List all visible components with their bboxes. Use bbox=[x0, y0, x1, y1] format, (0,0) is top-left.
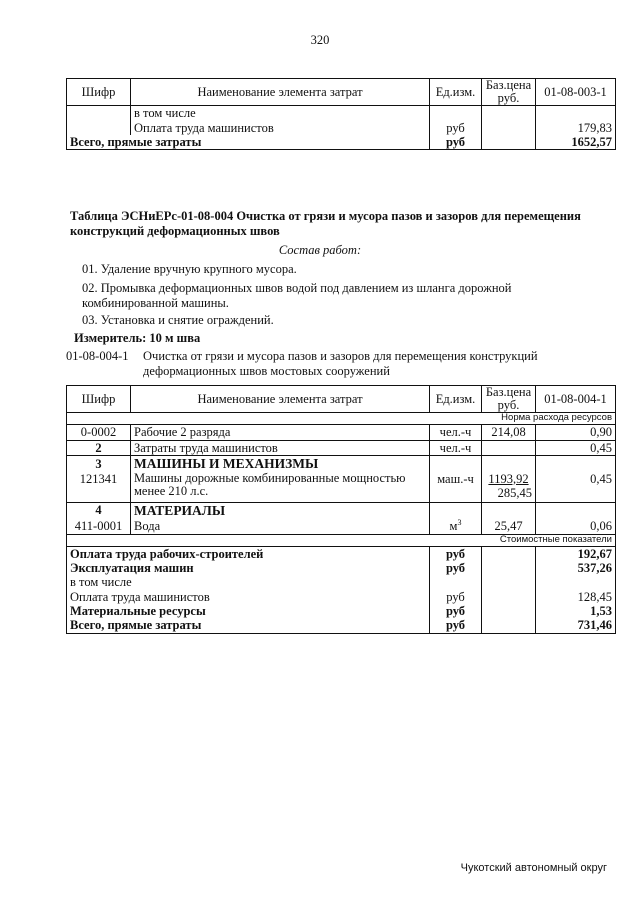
table-row bbox=[67, 472, 616, 503]
table-row bbox=[67, 121, 616, 135]
norm-label: Норма расхода ресурсов bbox=[67, 413, 616, 425]
cost-label-row bbox=[67, 534, 616, 546]
cost-row bbox=[67, 546, 616, 561]
cost-row bbox=[67, 618, 616, 633]
cost-value: 128,45 bbox=[536, 590, 616, 604]
row-name: Рабочие 2 разряда bbox=[131, 425, 430, 440]
section-heading: МАТЕРИАЛЫ bbox=[131, 502, 430, 518]
table-row bbox=[67, 518, 616, 534]
row-price: 214,08 bbox=[482, 425, 536, 440]
cost-row bbox=[67, 604, 616, 618]
row-price-1: 1193,92 bbox=[488, 471, 529, 486]
table-row bbox=[67, 456, 616, 472]
row-name: Затраты труда машинистов bbox=[131, 440, 430, 455]
cost-unit: руб bbox=[430, 604, 482, 618]
row-code: 411-0001 bbox=[67, 518, 131, 534]
row-name: в том числе bbox=[131, 106, 430, 121]
row-value: 0,45 bbox=[536, 440, 616, 455]
meter: Измеритель: 10 м шва bbox=[74, 331, 201, 345]
header-unit: Ед.изм. bbox=[430, 386, 482, 413]
header-column-code: 01-08-003-1 bbox=[536, 79, 616, 106]
works-heading: Состав работ: bbox=[278, 243, 362, 257]
table-row bbox=[67, 502, 616, 518]
row-value: 0,45 bbox=[536, 472, 616, 503]
row-name: Вода bbox=[131, 518, 430, 534]
cost-name: Эксплуатация машин bbox=[67, 561, 430, 575]
cost-name: Всего, прямые затраты bbox=[67, 618, 430, 633]
work-item: 03. Установка и снятие ограждений. bbox=[82, 313, 274, 327]
header-unit: Ед.изм. bbox=[430, 79, 482, 106]
cost-row bbox=[67, 561, 616, 575]
table-01-08-003-1 bbox=[66, 78, 616, 150]
item-code: 01-08-004-1 bbox=[66, 349, 129, 363]
row-unit: чел.-ч bbox=[430, 440, 482, 455]
cost-name: Оплата труда машинистов bbox=[67, 590, 430, 604]
row-code: 2 bbox=[67, 440, 131, 455]
header-column-code: 01-08-004-1 bbox=[536, 386, 616, 413]
row-code: 3 bbox=[67, 456, 131, 472]
header-base-price: Баз.цена руб. bbox=[482, 79, 536, 106]
cost-value: 192,67 bbox=[536, 546, 616, 561]
table-row bbox=[67, 425, 616, 440]
cost-row bbox=[67, 575, 616, 589]
norm-label-row bbox=[67, 413, 616, 425]
cost-name: в том числе bbox=[67, 575, 430, 589]
table-row bbox=[67, 135, 616, 150]
row-name: Оплата труда машинистов bbox=[131, 121, 430, 135]
header-name: Наименование элемента затрат bbox=[131, 386, 430, 413]
row-code: 4 bbox=[67, 502, 131, 518]
footer-region: Чукотский автономный округ bbox=[460, 862, 607, 874]
cost-name: Материальные ресурсы bbox=[67, 604, 430, 618]
header-code: Шифр bbox=[67, 386, 131, 413]
section-title: Таблица ЭСНиЕРс-01-08-004 Очистка от грязи и мусора пазов и зазоров для перемещения конструкций деформационных швов bbox=[70, 209, 581, 238]
row-code: 0-0002 bbox=[67, 425, 131, 440]
table-01-08-004-1 bbox=[66, 385, 616, 634]
cost-value: 731,46 bbox=[536, 618, 616, 633]
cost-unit: руб bbox=[430, 546, 482, 561]
cost-value: 537,26 bbox=[536, 561, 616, 575]
header-name: Наименование элемента затрат bbox=[131, 79, 430, 106]
header-base-price: Баз.цена руб. bbox=[482, 386, 536, 413]
cost-unit: руб bbox=[430, 618, 482, 633]
row-name: Машины дорожные комбинированные мощностью менее 210 л.с. bbox=[131, 472, 430, 503]
row-unit: руб bbox=[430, 121, 482, 135]
row-unit: маш.-ч bbox=[430, 472, 482, 503]
table-row bbox=[67, 106, 616, 121]
row-unit: руб bbox=[430, 135, 482, 150]
cost-unit: руб bbox=[430, 590, 482, 604]
table-row bbox=[67, 440, 616, 455]
row-value: 0,90 bbox=[536, 425, 616, 440]
row-unit: $м^3$ bbox=[430, 518, 482, 534]
row-value: 1652,57 bbox=[536, 135, 616, 150]
row-value: 0,06 bbox=[536, 518, 616, 534]
cost-unit: руб bbox=[430, 561, 482, 575]
item-description: Очистка от грязи и мусора пазов и зазоров для перемещения конструкций деформационных швов мостовых сооружений bbox=[143, 349, 538, 378]
row-value: 179,83 bbox=[536, 121, 616, 135]
row-name: Всего, прямые затраты bbox=[67, 135, 430, 150]
work-item: 01. Удаление вручную крупного мусора. bbox=[82, 262, 297, 276]
page-number: 320 bbox=[310, 33, 330, 47]
cost-value: 1,53 bbox=[536, 604, 616, 618]
row-code: 121341 bbox=[67, 472, 131, 503]
table-header-row bbox=[67, 79, 616, 106]
work-item: 02. Промывка деформационных швов водой под давлением из шланга дорожной комбинированной машины. bbox=[82, 281, 512, 310]
row-price bbox=[482, 472, 536, 503]
row-unit: чел.-ч bbox=[430, 425, 482, 440]
header-code: Шифр bbox=[67, 79, 131, 106]
cost-label: Стоимостные показатели bbox=[67, 534, 616, 546]
section-heading: МАШИНЫ И МЕХАНИЗМЫ bbox=[131, 456, 430, 472]
cost-name: Оплата труда рабочих-строителей bbox=[67, 546, 430, 561]
row-price-2: 285,45 bbox=[497, 485, 532, 500]
table-header-row bbox=[67, 386, 616, 413]
row-price: 25,47 bbox=[482, 518, 536, 534]
cost-row bbox=[67, 590, 616, 604]
